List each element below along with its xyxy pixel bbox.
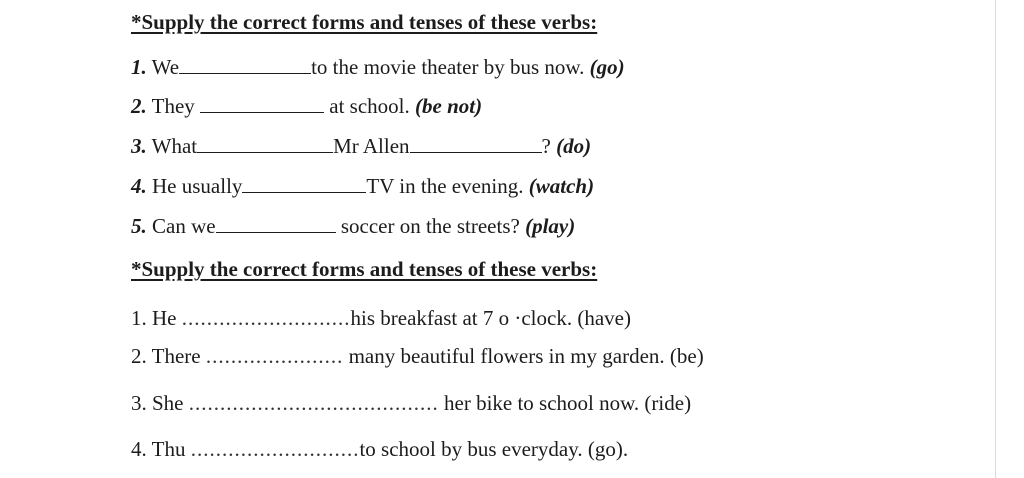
item-number: 1. [131,306,147,330]
section1-item-4 [131,173,594,199]
item-text-start: Can we [152,214,216,238]
item-number: 2. [131,94,147,118]
section1-item-3 [131,133,591,159]
verb-hint: (go) [589,55,625,79]
answer-blank[interactable] [200,94,324,113]
item-text-end: to school by bus everyday. (go). [359,437,629,461]
section1-item-1 [131,54,625,80]
verb-hint: (play) [525,214,576,238]
item-number: 4. [131,174,147,198]
item-text-end: ? [541,134,551,158]
answer-blank[interactable] [179,55,311,74]
item-number: 1. [131,55,147,79]
item-number: 3. [131,391,147,415]
answer-blank-2[interactable] [410,134,542,153]
item-number: 2. [131,344,147,368]
verb-hint: (be not) [415,94,483,118]
answer-dots[interactable]: ...................... [205,344,344,368]
item-text-start: She [152,391,184,415]
item-text-end: soccer on the streets? [340,214,520,238]
section1-heading: *Supply the correct forms and tenses of these verbs: [131,10,598,34]
item-text-start: Thu [151,437,186,461]
answer-blank[interactable] [197,134,333,153]
item-text-end: at school. [329,94,410,118]
answer-blank[interactable] [216,214,336,233]
section2-item-1 [131,305,631,331]
item-number: 5. [131,214,147,238]
section2-item-3 [131,390,691,416]
item-text-start: We [151,55,180,79]
item-text-end: many beautiful flowers in my garden. (be) [348,344,704,368]
section2-item-4 [131,436,628,462]
section2-item-2 [131,343,704,369]
verb-hint: (do) [556,134,592,158]
page-edge-divider [995,0,996,478]
item-text-end: to the movie theater by bus now. [311,55,585,79]
answer-blank[interactable] [242,174,366,193]
section1-item-2 [131,93,482,119]
answer-dots[interactable]: ........................... [190,437,360,461]
item-text-end: her bike to school now. (ride) [444,391,692,415]
item-text-start: He [152,306,177,330]
verb-hint: (watch) [528,174,595,198]
item-number: 3. [131,134,147,158]
section2-heading: *Supply the correct forms and tenses of these verbs: [131,257,598,281]
item-text-start: He usually [152,174,243,198]
item-text-middle: Mr Allen [333,134,410,158]
item-text-start: What [151,134,198,158]
item-text-end: his breakfast at 7 o ·clock. (have) [350,306,631,330]
item-text-start: They [151,94,195,118]
section1-item-5 [131,213,575,239]
item-text-end: TV in the evening. [366,174,524,198]
item-text-start: There [151,344,201,368]
item-number: 4. [131,437,147,461]
answer-dots[interactable]: ........................................ [188,391,439,415]
answer-dots[interactable]: ........................... [181,306,351,330]
